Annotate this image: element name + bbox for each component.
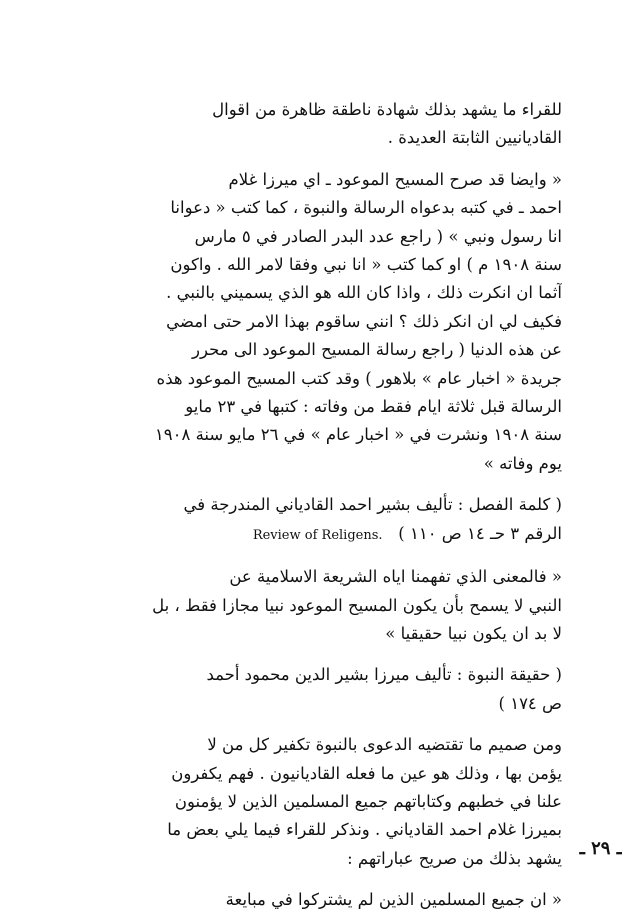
text-line: يوم وفاته » xyxy=(483,453,562,473)
text-line: احمد ـ في كتبه بدعواه الرسالة والنبوة ، كما كتب « دعوانا xyxy=(170,198,562,218)
text-line: القاديانيين الثابتة العديدة . xyxy=(387,128,562,148)
text-line: جريدة « اخبار عام » بلاهور ) وقد كتب المسيح الموعود هذه xyxy=(156,368,562,388)
text-line: ص ١٧٤ ) xyxy=(498,693,562,713)
text-line: لا بد ان يكون نبيا حقيقيا » xyxy=(385,623,562,643)
text-line: يؤمن بها ، وذلك هو عين ما فعله القاديانيون . فهم يكفرون xyxy=(171,763,562,783)
text-line: « وايضا قد صرح المسيح الموعود ـ اي ميرزا غلام xyxy=(228,169,562,189)
text-line: بميرزا غلام احمد القادياني . ونذكر للقراء فيما يلي بعض ما xyxy=(167,820,562,840)
text-line: انا رسول ونبي » ( راجع عدد البدر الصادر في ٥ مارس xyxy=(194,226,562,246)
text-line: سنة ١٩٠٨ م ) او كما كتب « انا نبي وفقا لامر الله . واكون xyxy=(170,255,562,275)
text-line: علنا في خطبهم وكتاباتهم جميع المسلمين الذين لا يؤمنون xyxy=(174,791,562,811)
text-line: « فالمعنى الذي تفهمنا اياه الشريعة الاسلامية عن xyxy=(229,567,562,587)
paragraph-7-quote xyxy=(72,886,562,914)
english-reference: Review of Religens. xyxy=(252,527,383,543)
text-line: ( حقيقة النبوة : تأليف ميرزا بشير الدين محمود أحمد xyxy=(206,665,562,685)
text-line: « ان جميع المسلمين الذين لم يشتركوا في مبايعة xyxy=(225,890,562,910)
citation-text: الرقم ٣ حـ ١٤ ص ١١٠ ) xyxy=(398,523,562,543)
paragraph-5-citation xyxy=(72,661,562,718)
paragraph-4-quote xyxy=(72,563,562,648)
text-line: الرسالة قبل ثلاثة ايام فقط من وفاته : كتبها في ٢٣ مايو xyxy=(185,397,562,417)
paragraph-3-citation xyxy=(72,491,562,550)
text-line: آثما ان انكرت ذلك ، واذا كان الله هو الذي يسميني بالنبي . xyxy=(166,283,562,303)
text-line: للقراء ما يشهد بذلك شهادة ناطقة ظاهرة من اقوال xyxy=(212,100,562,119)
text-line: يشهد بذلك من صريح عباراتهم : xyxy=(347,848,562,868)
text-line: ( كلمة الفصل : تأليف بشير احمد القادياني المندرجة في xyxy=(183,495,562,515)
text-line: النبي لا يسمح بأن يكون المسيح الموعود نبيا مجازا فقط ، بل xyxy=(152,595,562,615)
text-line: فكيف لي ان انكر ذلك ؟ انني ساقوم بهذا الامر حتى امضي xyxy=(166,311,562,331)
text-line: ومن صميم ما تقتضيه الدعوى بالنبوة تكفير كل من لا xyxy=(207,735,562,755)
paragraph-1 xyxy=(72,96,562,153)
text-line: سنة ١٩٠٨ ونشرت في « اخبار عام » في ٢٦ مايو سنة ١٩٠٨ xyxy=(154,425,562,445)
page-number: ـ ٢٩ ـ xyxy=(579,838,622,859)
text-line: عن هذه الدنيا ( راجع رسالة المسيح الموعود الى محرر xyxy=(192,340,562,360)
text-line citation-line xyxy=(72,520,562,550)
paragraph-2-quote xyxy=(72,166,562,478)
